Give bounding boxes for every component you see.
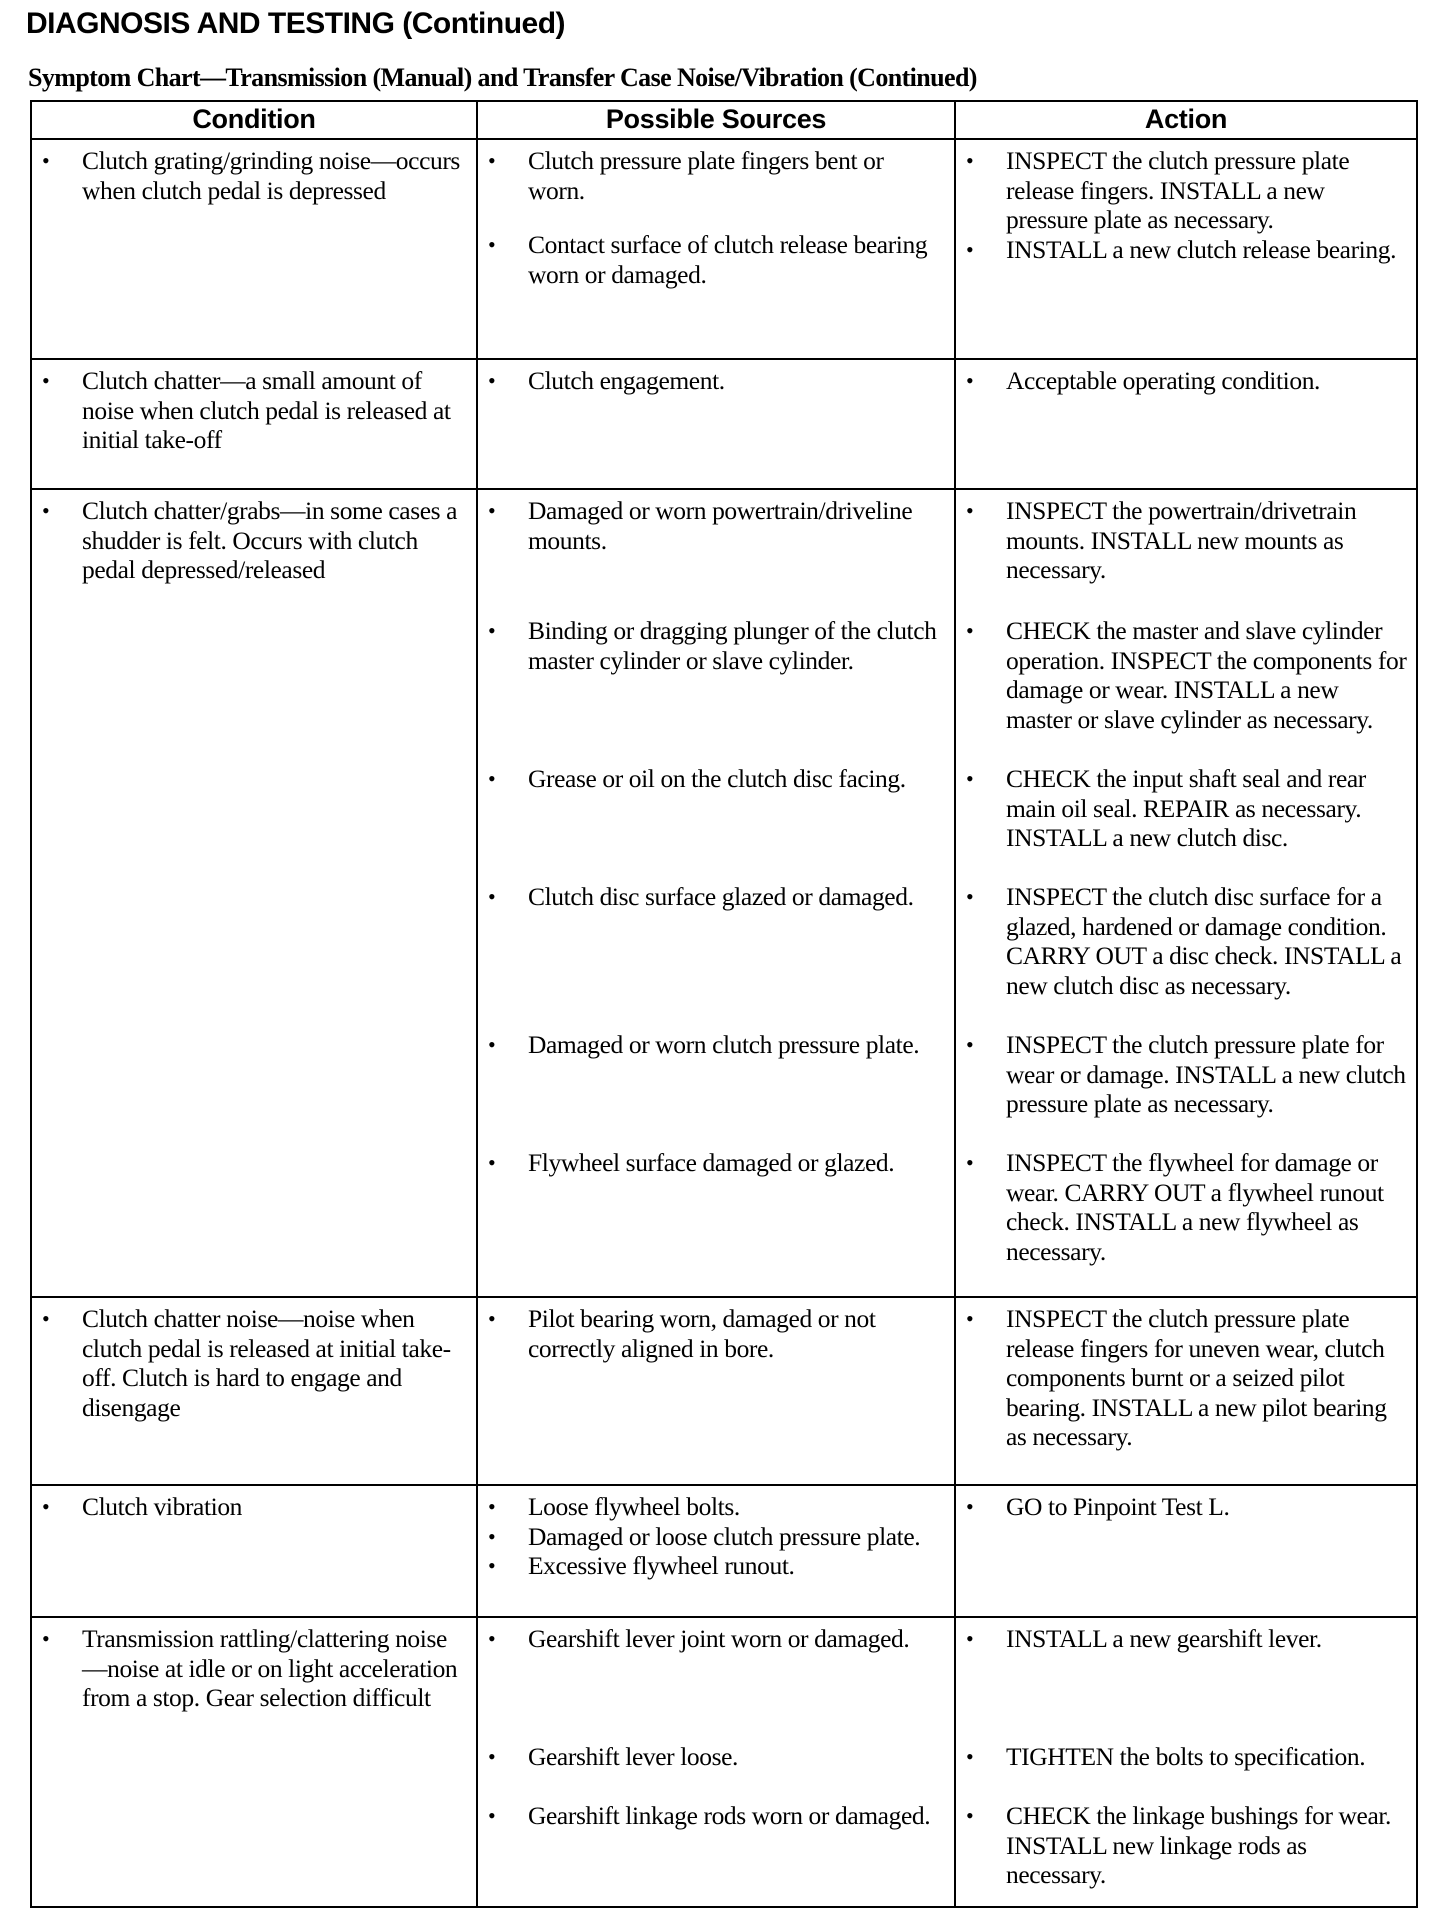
table-row xyxy=(31,139,1417,359)
bullet-icon: • xyxy=(488,232,496,257)
action-cell xyxy=(955,139,1417,359)
action-text: TIGHTEN the bolts to specification. xyxy=(1006,1742,1366,1771)
source-text: Grease or oil on the clutch disc facing. xyxy=(528,764,906,793)
source-text: Gearshift linkage rods worn or damaged. xyxy=(528,1801,931,1830)
bullet-icon: • xyxy=(488,368,496,393)
source-text: Gearshift lever joint worn or damaged. xyxy=(528,1624,910,1653)
bullet-icon: • xyxy=(966,236,974,262)
condition-text: Clutch chatter noise—noise when clutch pedal is released at initial take-off. Clutch is hard to engage and disengage xyxy=(82,1304,451,1422)
action-cell xyxy=(955,359,1417,489)
bullet-icon: • xyxy=(966,1032,974,1057)
action-text: INSPECT the clutch pressure plate release fingers for uneven wear, clutch components burnt or a seized pilot bearing. INSTALL a new pilot bearing as necessary. xyxy=(1006,1304,1387,1451)
symptom-chart-table xyxy=(30,100,1418,1908)
bullet-icon: • xyxy=(488,1494,496,1519)
action-cell xyxy=(955,489,1417,1297)
table-row xyxy=(31,489,1417,1297)
column-header-possible-sources: Possible Sources xyxy=(477,101,955,139)
action-text: INSPECT the clutch pressure plate for wear or damage. INSTALL a new clutch pressure plate as necessary. xyxy=(1006,1030,1406,1118)
bullet-icon: • xyxy=(488,1306,496,1331)
bullet-icon: • xyxy=(42,1494,50,1519)
table-row xyxy=(31,359,1417,489)
bullet-icon: • xyxy=(488,148,496,173)
source-text: Contact surface of clutch release bearing worn or damaged. xyxy=(528,230,928,289)
source-text: Clutch disc surface glazed or damaged. xyxy=(528,882,914,911)
column-header-action: Action xyxy=(955,101,1417,139)
bullet-icon: • xyxy=(966,1494,974,1519)
action-cell xyxy=(955,1485,1417,1617)
bullet-icon: • xyxy=(966,498,974,523)
action-text: CHECK the linkage bushings for wear. INSTALL new linkage rods as necessary. xyxy=(1006,1801,1392,1889)
action-text: INSTALL a new gearshift lever. xyxy=(1006,1624,1322,1653)
bullet-icon: • xyxy=(488,1032,496,1057)
bullet-icon: • xyxy=(488,1523,496,1549)
condition-cell xyxy=(31,1297,477,1485)
document-page xyxy=(26,0,1416,1889)
bullet-icon: • xyxy=(488,1553,496,1578)
bullet-icon: • xyxy=(488,1803,496,1828)
bullet-icon: • xyxy=(488,1150,496,1175)
bullet-icon: • xyxy=(42,148,50,173)
condition-text: Clutch chatter—a small amount of noise when clutch pedal is released at initial take-off xyxy=(82,366,451,454)
bullet-icon: • xyxy=(966,1626,974,1651)
source-text: Damaged or worn clutch pressure plate. xyxy=(528,1030,920,1059)
source-text: Clutch engagement. xyxy=(528,366,725,395)
bullet-icon: • xyxy=(488,498,496,523)
source-text: Excessive flywheel runout. xyxy=(528,1551,795,1580)
bullet-icon: • xyxy=(966,1744,974,1769)
bullet-icon: • xyxy=(966,368,974,393)
condition-cell xyxy=(31,1485,477,1617)
sources-cell xyxy=(477,359,955,489)
source-text: Damaged or worn powertrain/driveline mounts. xyxy=(528,496,913,555)
action-cell xyxy=(955,1297,1417,1485)
condition-cell xyxy=(31,489,477,1297)
table-header-row xyxy=(31,101,1417,139)
bullet-icon: • xyxy=(42,368,50,393)
bullet-icon: • xyxy=(42,498,50,523)
action-text: INSPECT the clutch disc surface for a glazed, hardened or damage condition. CARRY OUT a disc check. INSTALL a new clutch disc as necessary. xyxy=(1006,882,1402,1000)
action-text: CHECK the master and slave cylinder operation. INSPECT the components for damage or wear. INSTALL a new master or slave cylinder as necessary. xyxy=(1006,616,1407,734)
bullet-icon: • xyxy=(488,1744,496,1769)
bullet-icon: • xyxy=(488,1626,496,1651)
bullet-icon: • xyxy=(966,148,974,173)
bullet-icon: • xyxy=(966,1306,974,1331)
bullet-icon: • xyxy=(488,766,496,791)
condition-text: Clutch grating/grinding noise—occurs when clutch pedal is depressed xyxy=(82,146,460,205)
condition-text: Clutch chatter/grabs—in some cases a shudder is felt. Occurs with clutch pedal depressed/released xyxy=(82,496,458,584)
bullet-icon: • xyxy=(488,618,496,643)
bullet-icon: • xyxy=(966,618,974,643)
action-text: INSPECT the powertrain/drivetrain mounts. INSTALL new mounts as necessary. xyxy=(1006,496,1357,584)
bullet-icon: • xyxy=(42,1306,50,1331)
bullet-icon: • xyxy=(966,766,974,791)
bullet-icon: • xyxy=(42,1626,50,1651)
bullet-icon: • xyxy=(966,1150,974,1175)
action-cell xyxy=(955,1617,1417,1907)
chart-subtitle: Symptom Chart—Transmission (Manual) and Transfer Case Noise/Vibration (Continued) xyxy=(28,63,977,92)
sources-cell xyxy=(477,489,955,1297)
condition-text: Transmission rattling/clattering noise—noise at idle or on light acceleration from a stop. Gear selection difficult xyxy=(82,1624,458,1712)
bullet-icon: • xyxy=(966,884,974,909)
table-row xyxy=(31,1617,1417,1907)
table-row xyxy=(31,1485,1417,1617)
bullet-icon: • xyxy=(488,884,496,909)
section-heading: DIAGNOSIS AND TESTING (Continued) xyxy=(26,7,566,40)
action-text: INSPECT the clutch pressure plate release fingers. INSTALL a new pressure plate as necessary. xyxy=(1006,146,1350,234)
source-text: Flywheel surface damaged or glazed. xyxy=(528,1148,895,1177)
condition-cell xyxy=(31,139,477,359)
sources-cell xyxy=(477,139,955,359)
column-header-condition: Condition xyxy=(31,101,477,139)
source-text: Damaged or loose clutch pressure plate. xyxy=(528,1521,921,1551)
source-text: Gearshift lever loose. xyxy=(528,1742,738,1771)
sources-cell xyxy=(477,1617,955,1907)
condition-cell xyxy=(31,1617,477,1907)
source-text: Binding or dragging plunger of the clutch master cylinder or slave cylinder. xyxy=(528,616,937,675)
source-text: Loose flywheel bolts. xyxy=(528,1492,740,1521)
action-text: Acceptable operating condition. xyxy=(1006,366,1321,395)
action-text: INSPECT the flywheel for damage or wear. CARRY OUT a flywheel runout check. INSTALL a new flywheel as necessary. xyxy=(1006,1148,1384,1266)
action-text: GO to Pinpoint Test L. xyxy=(1006,1492,1230,1521)
condition-cell xyxy=(31,359,477,489)
source-text: Pilot bearing worn, damaged or not correctly aligned in bore. xyxy=(528,1304,876,1363)
sources-cell xyxy=(477,1485,955,1617)
condition-text: Clutch vibration xyxy=(82,1492,243,1521)
source-text: Clutch pressure plate fingers bent or worn. xyxy=(528,146,884,205)
table-row xyxy=(31,1297,1417,1485)
action-text: INSTALL a new clutch release bearing. xyxy=(1006,234,1397,264)
bullet-icon: • xyxy=(966,1803,974,1828)
action-text: CHECK the input shaft seal and rear main oil seal. REPAIR as necessary. INSTALL a new clutch disc. xyxy=(1006,764,1366,852)
sources-cell xyxy=(477,1297,955,1485)
